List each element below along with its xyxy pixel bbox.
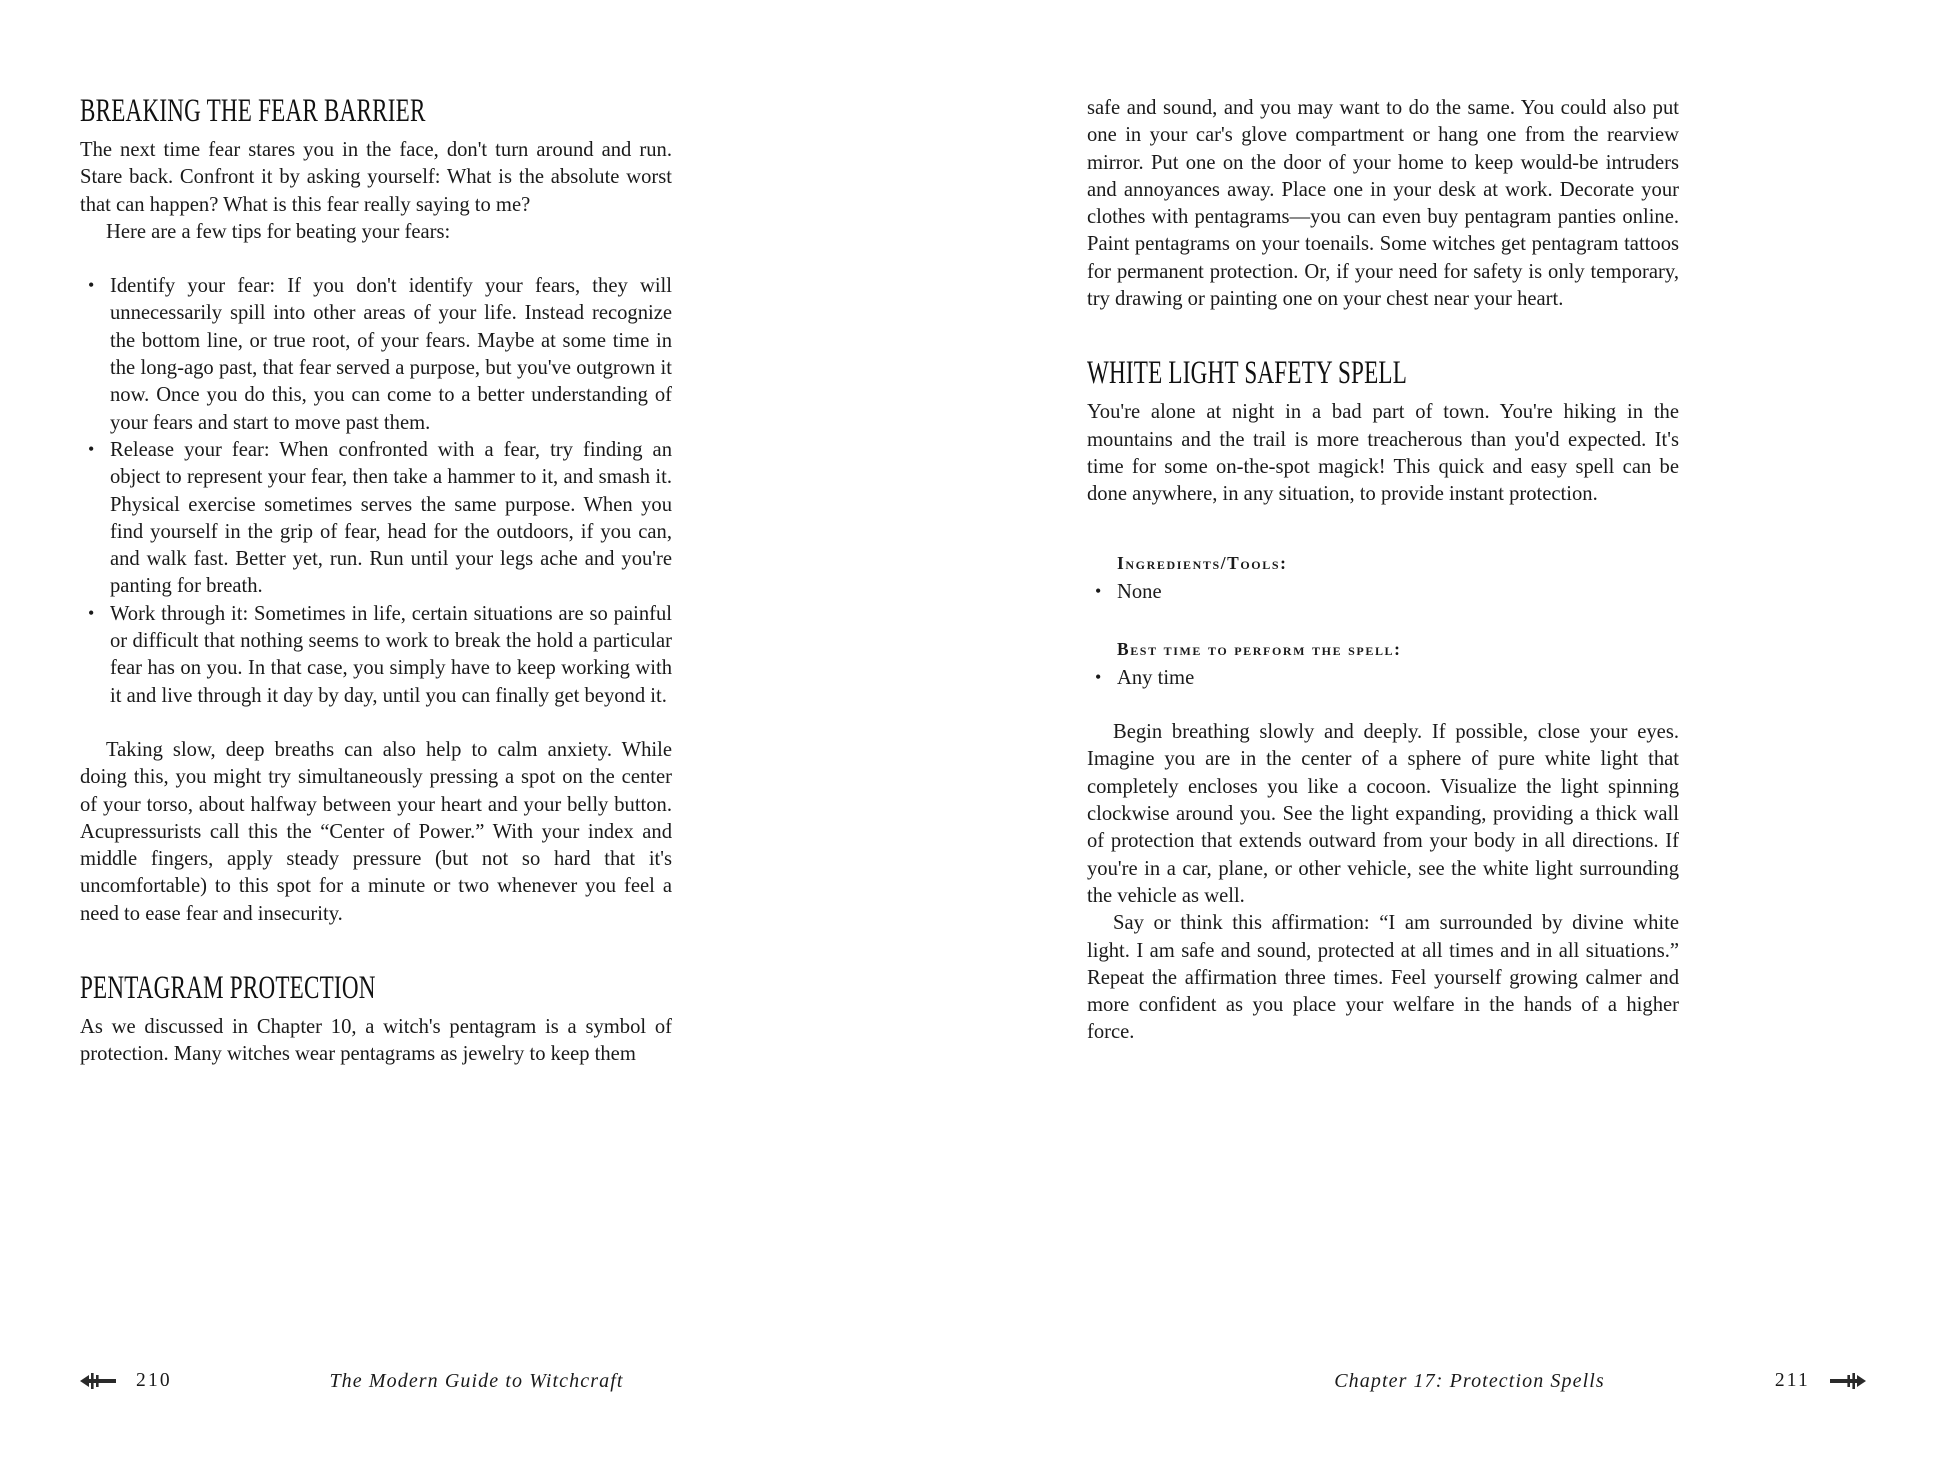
ingredients-list — [1087, 579, 1679, 606]
list-item: • Release your fear: When confronted with a fear, try finding an object to represent your fear, then take a hammer to it, and smash it. Physical exercise sometimes serves the same purpose. When you find yourself in the grip of fear, head for the outdoors, if you can, and walk fast. Better yet, run. Run until your legs ache and you're panting for breath. — [80, 437, 672, 601]
timing-list — [1087, 665, 1679, 692]
list-item: • Work through it: Sometimes in life, certain situations are so painful or difficult that nothing seems to work to break the hold a particular fear has on you. In that case, you simply have to keep working with it and live through it day by day, until you can finally get beyond it. — [80, 601, 672, 710]
list-item: • None — [1087, 579, 1679, 606]
paragraph-pentagram-intro: As we discussed in Chapter 10, a witch's pentagram is a symbol of protection. Many witches wear pentagrams as jewelry to keep them — [80, 1016, 672, 1066]
right-page-column — [1087, 95, 1679, 1047]
list-item: • Any time — [1087, 665, 1679, 692]
best-time-label: Best time to perform the spell: — [1117, 638, 1402, 659]
heading-pentagram-protection: PENTAGRAM PROTECTION — [80, 970, 376, 1007]
timing-block — [1087, 636, 1679, 692]
right-running-head: Chapter 17: Protection Spells — [1334, 1369, 1605, 1392]
right-page-number: 211 — [1774, 1370, 1810, 1391]
ingredients-label: Ingredients/Tools: — [1117, 552, 1288, 573]
paragraph-spell-instructions-1: Begin breathing slowly and deeply. If possible, close your eyes. Imagine you are in the center of a sphere of pure white light that completely encloses you like a cocoon. Visualize the light spinning clockwise around you. See the light expanding, providing a thick wall of protection that extends outward from your body in all directions. If you're in a car, plane, or other vehicle, see the white light surrounding the vehicle as well. — [1087, 721, 1679, 907]
right-page-footer — [1073, 1366, 1866, 1396]
left-running-head: The Modern Guide to Witchcraft — [329, 1369, 624, 1392]
left-page-footer — [80, 1366, 873, 1396]
ingredients-block — [1087, 550, 1679, 606]
heading-breaking-the-fear-barrier: BREAKING THE FEAR BARRIER — [80, 93, 426, 129]
heading-white-light-safety-spell: WHITE LIGHT SAFETY SPELL — [1087, 355, 1408, 392]
paragraph-tips-lead-in: Here are a few tips for beating your fears: — [106, 220, 451, 243]
paragraph-breathing-center-of-power: Taking slow, deep breaths can also help to calm anxiety. While doing this, you might try simultaneously pressing a spot on the center of your torso, about halfway between your heart and your belly button. Acupressurists call this the “Center of Power.” With your index and middle fingers, apply steady pressure (but not so hard that it's uncomfortable) to this spot for a minute or two whenever you feel a need to ease fear and insecurity. — [80, 738, 672, 925]
paragraph-pentagram-continued: safe and sound, and you may want to do the same. You could also put one in your car's glove compartment or hang one from the rearview mirror. Put one on the door of your home to keep would-be intruders and annoyances away. Place one in your desk at work. Decorate your clothes with pentagrams—you can even buy pentagram panties online. Paint pentagrams on your toenails. Some witches get pentagram tattoos for permanent protection. Or, if your need for safety is only temporary, try drawing or painting one on your chest near your heart. — [1087, 97, 1679, 311]
paragraph-fear-intro: The next time fear stares you in the face, don't turn around and run. Stare back. Confront it by asking yourself: What is the absolute worst that can happen? What is this fear really saying to me? — [80, 139, 672, 216]
left-page-column — [80, 95, 672, 1069]
paragraph-white-light-intro: You're alone at night in a bad part of town. You're hiking in the mountains and the trail is more treacherous than you'd expected. It's time for some on-the-spot magick! This quick and easy spell can be done anywhere, in any situation, to provide instant protection. — [1087, 401, 1679, 506]
fear-tips-list — [80, 273, 672, 710]
list-item: • Identify your fear: If you don't identify your fears, they will unnecessarily spill into other areas of your life. Instead recognize the bottom line, or true root, of your fears. Maybe at some time in the long-ago past, that fear served a purpose, but you've outgrown it now. Once you do this, you can come to a better understanding of your fears and start to move past them. — [80, 273, 672, 437]
arrow-ornament-icon — [1826, 1371, 1866, 1391]
right-page — [973, 0, 1946, 1460]
left-page-number: 210 — [136, 1370, 172, 1391]
paragraph-spell-instructions-2: Say or think this affirmation: “I am surrounded by divine white light. I am safe and sound, protected at all times and in all situations.” Repeat the affirmation three times. Feel yourself growing calmer and more confident as you place your welfare in the hands of a higher force. — [1087, 912, 1679, 1044]
